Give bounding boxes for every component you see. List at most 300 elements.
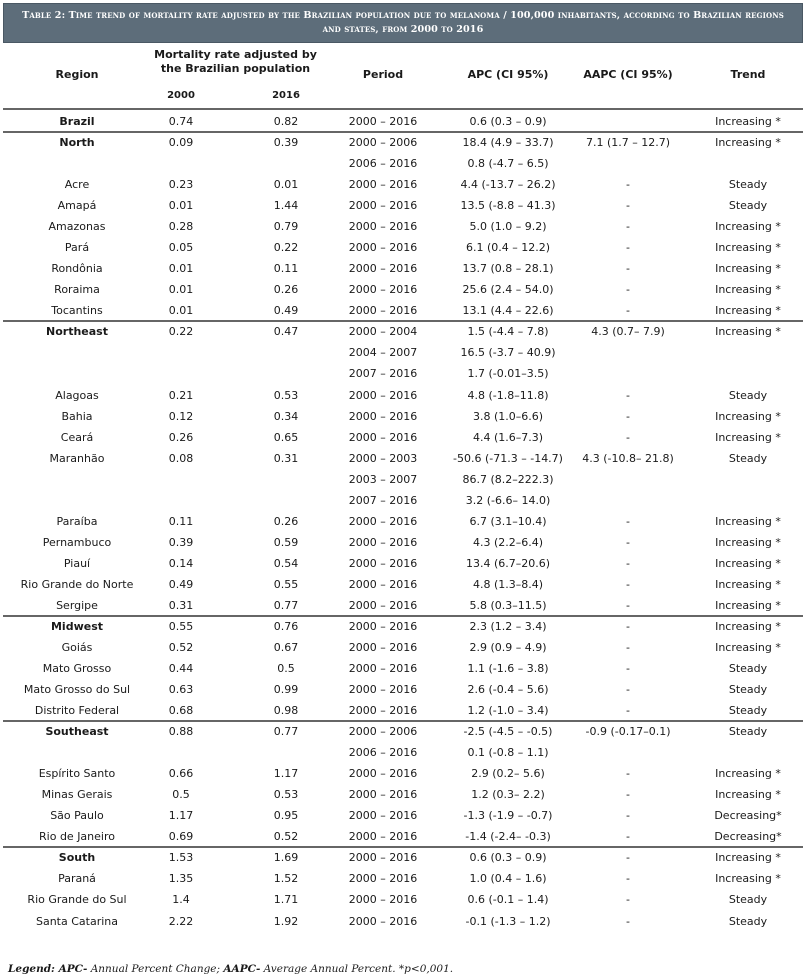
table-row xyxy=(3,174,803,195)
cell-y2016: 0.79 xyxy=(273,220,299,234)
cell-y2016: 0.77 xyxy=(273,725,299,739)
cell-y2000: 1.53 xyxy=(168,851,194,865)
cell-y2016: 0.55 xyxy=(273,577,299,591)
cell-period: 2000 – 2016 xyxy=(348,241,418,255)
cell-y2016: 1.69 xyxy=(273,851,299,865)
cell-region: Sergipe xyxy=(56,598,98,612)
cell-aapc: - xyxy=(626,556,630,570)
table-row xyxy=(3,448,803,469)
header-rule xyxy=(3,108,803,110)
cell-region xyxy=(3,742,151,763)
cell-aapc: - xyxy=(626,767,630,781)
cell-y2000: 1.35 xyxy=(168,872,194,886)
cell-trend: Increasing * xyxy=(715,220,781,234)
cell-apc: 0.6 (0.3 – 0.9) xyxy=(469,115,547,128)
cell-y2000: 0.44 xyxy=(168,662,194,676)
cell-y2016: 0.5 xyxy=(277,662,295,676)
table-row xyxy=(3,237,803,258)
cell-period: 2000 – 2004 xyxy=(348,325,418,339)
cell-aapc: 4.3 (-10.8– 21.8) xyxy=(582,451,674,465)
cell-y2000: 0.68 xyxy=(168,704,194,718)
cell-aapc: - xyxy=(626,283,630,297)
cell-region: Pernambuco xyxy=(42,535,112,549)
cell-apc: 13.5 (-8.8 – 41.3) xyxy=(460,199,556,213)
cell-apc: 18.4 (4.9 – 33.7) xyxy=(462,136,554,150)
cell-apc: 16.5 (-3.7 – 40.9) xyxy=(460,346,556,360)
cell-apc: 4.8 (1.3–8.4) xyxy=(472,577,544,591)
cell-trend: Increasing * xyxy=(715,325,781,339)
cell-y2000: 0.69 xyxy=(168,830,194,844)
header-mortality: Mortality rate adjusted by the Brazilian population xyxy=(154,48,317,75)
cell-y2016: 0.98 xyxy=(273,704,299,718)
cell-period: 2000 – 2016 xyxy=(348,115,418,128)
cell-aapc: - xyxy=(626,409,630,423)
cell-trend: Increasing * xyxy=(715,556,781,570)
cell-period: 2000 – 2016 xyxy=(348,914,418,928)
cell-y2000: 0.66 xyxy=(168,767,194,781)
header-year-2016: 2016 xyxy=(272,90,300,101)
cell-trend: Steady xyxy=(728,388,768,402)
cell-apc: 3.2 (-6.6– 14.0) xyxy=(465,493,551,507)
cell-y2000: 0.63 xyxy=(168,683,194,697)
cell-apc: 6.1 (0.4 – 12.2) xyxy=(465,241,551,255)
cell-y2000: 0.31 xyxy=(168,598,194,612)
cell-region: Mato Grosso xyxy=(42,662,112,676)
cell-region: Bahia xyxy=(61,409,93,423)
header-trend: Trend xyxy=(730,68,766,81)
cell-y2016 xyxy=(261,469,311,490)
cell-region xyxy=(3,342,151,363)
cell-region: Minas Gerais xyxy=(41,788,113,802)
cell-y2016: 0.95 xyxy=(273,809,299,823)
cell-period: 2000 – 2016 xyxy=(348,178,418,192)
cell-period: 2000 – 2016 xyxy=(348,683,418,697)
cell-y2016: 0.34 xyxy=(273,409,299,423)
cell-y2000: 0.55 xyxy=(168,619,194,633)
cell-apc: 1.1 (-1.6 – 3.8) xyxy=(467,662,549,676)
cell-aapc: - xyxy=(626,851,630,865)
cell-region: Santa Catarina xyxy=(35,914,118,928)
cell-aapc: 7.1 (1.7 – 12.7) xyxy=(585,136,671,150)
cell-region: Southeast xyxy=(45,725,109,739)
table-row xyxy=(3,784,803,805)
cell-apc: 2.6 (-0.4 – 5.6) xyxy=(467,683,549,697)
table-row xyxy=(3,574,803,595)
cell-aapc: - xyxy=(626,220,630,234)
cell-aapc xyxy=(563,111,693,132)
cell-region: Maranhão xyxy=(49,451,105,465)
cell-region: Acre xyxy=(64,178,90,192)
cell-region: Midwest xyxy=(50,619,104,633)
cell-y2016: 0.59 xyxy=(273,535,299,549)
cell-y2000: 0.14 xyxy=(168,556,194,570)
cell-trend: Increasing * xyxy=(715,514,781,528)
cell-region: Rondônia xyxy=(51,262,103,276)
cell-apc: 86.7 (8.2–222.3) xyxy=(462,472,554,486)
cell-y2000: 0.49 xyxy=(168,577,194,591)
cell-period: 2000 – 2016 xyxy=(348,262,418,276)
legend-p-text: *p<0,001. xyxy=(398,963,454,975)
cell-region: Piauí xyxy=(63,556,91,570)
cell-y2000: 0.74 xyxy=(168,115,194,128)
table-row xyxy=(3,595,803,616)
cell-y2000: 0.11 xyxy=(168,514,194,528)
cell-apc: 4.3 (2.2–6.4) xyxy=(472,535,544,549)
table-row xyxy=(3,216,803,237)
cell-aapc: - xyxy=(626,598,630,612)
cell-trend: Decreasing* xyxy=(714,830,782,844)
table-row xyxy=(3,637,803,658)
cell-period: 2000 – 2006 xyxy=(348,725,418,739)
cell-region: Roraima xyxy=(54,283,100,297)
cell-aapc: - xyxy=(626,619,630,633)
cell-region: Distrito Federal xyxy=(34,704,120,718)
cell-period: 2000 – 2003 xyxy=(348,451,418,465)
cell-apc: -1.4 (-2.4– -0.3) xyxy=(465,830,551,844)
cell-y2000: 2.22 xyxy=(168,914,194,928)
cell-period: 2000 – 2016 xyxy=(348,283,418,297)
cell-period: 2006 – 2016 xyxy=(348,157,418,171)
cell-region: Rio Grande do Norte xyxy=(20,577,134,591)
cell-trend: Increasing * xyxy=(715,115,781,128)
table-row xyxy=(3,868,803,889)
header-aapc: AAPC (CI 95%) xyxy=(583,68,673,81)
header-year-2000: 2000 xyxy=(167,90,195,101)
cell-aapc: - xyxy=(626,199,630,213)
cell-y2016: 0.99 xyxy=(273,683,299,697)
cell-trend: Increasing * xyxy=(715,641,781,654)
cell-aapc: - xyxy=(626,662,630,676)
cell-aapc: - xyxy=(626,641,630,654)
cell-period: 2000 – 2016 xyxy=(348,641,418,654)
cell-y2016: 0.76 xyxy=(273,619,299,633)
legend-aapc-key: AAPC- xyxy=(223,963,261,975)
cell-aapc: - xyxy=(626,872,630,886)
cell-y2016: 0.26 xyxy=(273,283,299,297)
table-row xyxy=(3,153,803,174)
cell-period: 2000 – 2016 xyxy=(348,220,418,234)
table-row xyxy=(3,826,803,847)
table-row xyxy=(3,469,803,490)
cell-region xyxy=(3,490,151,511)
cell-period: 2000 – 2016 xyxy=(348,304,418,318)
cell-region: Amazonas xyxy=(48,220,106,234)
cell-region: Paraíba xyxy=(56,514,98,528)
cell-period: 2000 – 2006 xyxy=(348,136,418,150)
cell-region: South xyxy=(58,851,96,865)
table-header xyxy=(3,43,803,109)
cell-apc: 1.7 (-0.01–3.5) xyxy=(467,367,549,381)
cell-trend xyxy=(693,469,803,490)
cell-aapc: - xyxy=(626,178,630,192)
header-apc: APC (CI 95%) xyxy=(467,68,549,81)
cell-y2016: 0.26 xyxy=(273,514,299,528)
cell-trend: Increasing * xyxy=(715,136,781,150)
cell-region: Espírito Santo xyxy=(38,767,116,781)
cell-apc: 13.1 (4.4 – 22.6) xyxy=(462,304,554,318)
cell-trend: Steady xyxy=(728,893,768,907)
cell-apc: -50.6 (-71.3 – -14.7) xyxy=(453,451,563,465)
cell-y2000: 0.28 xyxy=(168,220,194,234)
cell-trend xyxy=(693,342,803,363)
cell-region: Mato Grosso do Sul xyxy=(23,683,131,697)
cell-aapc xyxy=(563,742,693,763)
table-row xyxy=(3,132,803,153)
cell-y2000 xyxy=(156,742,206,763)
table-row xyxy=(3,658,803,679)
cell-trend: Steady xyxy=(728,662,768,676)
table-row xyxy=(3,616,803,637)
table-row xyxy=(3,679,803,700)
table-row xyxy=(3,553,803,574)
cell-apc: 0.6 (0.3 – 0.9) xyxy=(469,851,547,865)
cell-trend: Increasing * xyxy=(715,283,781,297)
cell-y2016: 0.53 xyxy=(273,388,299,402)
table-row xyxy=(3,700,803,721)
cell-y2000: 0.21 xyxy=(168,388,194,402)
cell-apc: 4.4 (1.6–7.3) xyxy=(472,430,544,444)
cell-y2016: 0.22 xyxy=(273,241,299,255)
table-row xyxy=(3,763,803,784)
table-row xyxy=(3,427,803,448)
cell-apc: 0.1 (-0.8 – 1.1) xyxy=(467,746,549,760)
cell-trend xyxy=(693,490,803,511)
cell-trend: Steady xyxy=(728,199,768,213)
cell-apc: 25.6 (2.4 – 54.0) xyxy=(462,283,554,297)
cell-aapc: - xyxy=(626,430,630,444)
cell-y2016 xyxy=(261,153,311,174)
cell-trend: Steady xyxy=(728,704,768,718)
cell-y2016: 1.52 xyxy=(273,872,299,886)
cell-region: Rio de Janeiro xyxy=(39,830,115,844)
cell-y2000: 1.4 xyxy=(172,893,190,907)
cell-y2000: 0.01 xyxy=(168,262,194,276)
cell-apc: 1.2 (0.3– 2.2) xyxy=(471,788,545,802)
table-row xyxy=(3,385,803,406)
legend-apc-text: Annual Percent Change; xyxy=(87,963,224,975)
cell-trend: Increasing * xyxy=(715,851,781,865)
cell-apc: 13.4 (6.7–20.6) xyxy=(465,556,551,570)
cell-apc: 13.7 (0.8 – 28.1) xyxy=(462,262,554,276)
cell-region xyxy=(3,363,151,384)
cell-trend: Increasing * xyxy=(715,788,781,802)
cell-region: Pará xyxy=(64,241,90,255)
cell-region: Paraná xyxy=(58,872,96,886)
cell-aapc: - xyxy=(626,304,630,318)
cell-aapc: 4.3 (0.7– 7.9) xyxy=(591,325,665,339)
cell-apc: -2.5 (-4.5 – -0.5) xyxy=(463,725,553,739)
cell-y2016: 0.39 xyxy=(273,136,299,150)
cell-apc: 2.3 (1.2 – 3.4) xyxy=(469,619,547,633)
table-row xyxy=(3,805,803,826)
cell-period: 2000 – 2016 xyxy=(348,535,418,549)
table-row xyxy=(3,258,803,279)
table-title: Table 2: Time trend of mortality rate adjusted by the Brazilian population due to melanoma / 100,000 inhabitants, according to Brazilian regions and states, from 2000 to 2016 xyxy=(22,10,784,35)
cell-y2000: 0.12 xyxy=(168,409,194,423)
table-row xyxy=(3,342,803,363)
cell-y2016: 0.65 xyxy=(273,430,299,444)
cell-trend xyxy=(693,363,803,384)
cell-trend: Increasing * xyxy=(715,430,781,444)
cell-period: 2000 – 2016 xyxy=(348,872,418,886)
cell-apc: 1.0 (0.4 – 1.6) xyxy=(469,872,547,886)
cell-apc: 4.4 (-13.7 – 26.2) xyxy=(460,178,556,192)
cell-y2000: 0.23 xyxy=(168,178,194,192)
table-row xyxy=(3,742,803,763)
cell-y2016: 1.71 xyxy=(273,893,299,907)
cell-y2000: 1.17 xyxy=(168,809,194,823)
cell-aapc xyxy=(563,363,693,384)
cell-apc: 1.5 (-4.4 – 7.8) xyxy=(467,325,549,339)
cell-aapc: - xyxy=(626,893,630,907)
cell-region: North xyxy=(59,136,95,150)
cell-y2000: 0.26 xyxy=(168,430,194,444)
cell-period: 2000 – 2016 xyxy=(348,598,418,612)
cell-trend: Increasing * xyxy=(715,767,781,781)
cell-y2016: 0.67 xyxy=(273,641,299,654)
cell-y2000: 0.01 xyxy=(168,283,194,297)
cell-region: Alagoas xyxy=(55,388,99,402)
cell-y2000: 0.39 xyxy=(168,535,194,549)
cell-apc: 6.7 (3.1–10.4) xyxy=(469,514,547,528)
cell-y2016: 0.82 xyxy=(273,115,299,128)
cell-period: 2000 – 2016 xyxy=(348,788,418,802)
cell-trend: Steady xyxy=(728,178,768,192)
cell-period: 2006 – 2016 xyxy=(348,746,418,760)
cell-trend: Increasing * xyxy=(715,619,781,633)
cell-period: 2000 – 2016 xyxy=(348,556,418,570)
cell-apc: -0.1 (-1.3 – 1.2) xyxy=(465,914,551,928)
cell-region xyxy=(3,153,151,174)
cell-trend xyxy=(693,153,803,174)
header-period: Period xyxy=(362,68,404,81)
cell-trend: Increasing * xyxy=(715,872,781,886)
table-row xyxy=(3,511,803,532)
cell-aapc xyxy=(563,342,693,363)
cell-period: 2000 – 2016 xyxy=(348,388,418,402)
cell-period: 2000 – 2016 xyxy=(348,851,418,865)
cell-apc: 5.8 (0.3–11.5) xyxy=(469,598,547,612)
cell-y2016: 0.01 xyxy=(273,178,299,192)
cell-y2000: 0.52 xyxy=(168,641,194,654)
cell-apc: 0.6 (-0.1 – 1.4) xyxy=(467,893,549,907)
cell-apc: 5.0 (1.0 – 9.2) xyxy=(469,220,547,234)
cell-period: 2000 – 2016 xyxy=(348,809,418,823)
table-row xyxy=(3,300,803,321)
table-row xyxy=(3,363,803,384)
cell-period: 2000 – 2016 xyxy=(348,662,418,676)
cell-period: 2000 – 2016 xyxy=(348,409,418,423)
table-row xyxy=(3,406,803,427)
cell-y2016: 1.92 xyxy=(273,914,299,928)
cell-trend: Increasing * xyxy=(715,262,781,276)
cell-y2000: 0.05 xyxy=(168,241,194,255)
cell-y2016 xyxy=(261,490,311,511)
cell-trend: Steady xyxy=(728,451,768,465)
cell-trend: Increasing * xyxy=(715,304,781,318)
cell-y2016: 1.44 xyxy=(273,199,299,213)
cell-y2016: 0.47 xyxy=(273,325,299,339)
cell-y2016: 0.53 xyxy=(273,788,299,802)
cell-aapc: - xyxy=(626,914,630,928)
cell-period: 2000 – 2016 xyxy=(348,893,418,907)
table-title-bar xyxy=(3,3,803,43)
cell-apc: -1.3 (-1.9 – -0.7) xyxy=(463,809,553,823)
cell-y2000 xyxy=(156,490,206,511)
cell-trend: Steady xyxy=(728,914,768,928)
cell-region: Northeast xyxy=(46,325,108,339)
cell-trend: Increasing * xyxy=(715,535,781,549)
cell-aapc: - xyxy=(626,535,630,549)
cell-apc: 1.2 (-1.0 – 3.4) xyxy=(467,704,549,718)
cell-y2000: 0.08 xyxy=(168,451,194,465)
cell-y2000 xyxy=(156,153,206,174)
cell-aapc: - xyxy=(626,514,630,528)
cell-period: 2000 – 2016 xyxy=(348,619,418,633)
cell-period: 2000 – 2016 xyxy=(348,514,418,528)
cell-aapc: - xyxy=(626,704,630,718)
cell-region: Goiás xyxy=(61,641,93,654)
cell-y2000 xyxy=(156,469,206,490)
cell-y2000 xyxy=(156,363,206,384)
cell-aapc: - xyxy=(626,241,630,255)
cell-period: 2003 – 2007 xyxy=(348,472,418,486)
cell-trend: Steady xyxy=(728,725,768,739)
legend-label: Legend: xyxy=(8,963,59,975)
cell-aapc xyxy=(563,153,693,174)
cell-aapc: - xyxy=(626,577,630,591)
cell-y2000 xyxy=(156,342,206,363)
cell-y2016: 0.49 xyxy=(273,304,299,318)
cell-trend: Increasing * xyxy=(715,241,781,255)
cell-y2000: 0.22 xyxy=(168,325,194,339)
cell-period: 2007 – 2016 xyxy=(348,367,418,381)
cell-aapc xyxy=(563,469,693,490)
table-row xyxy=(3,721,803,742)
table-row xyxy=(3,911,803,932)
cell-y2016: 0.54 xyxy=(273,556,299,570)
cell-aapc: - xyxy=(626,809,630,823)
cell-region: Ceará xyxy=(60,430,94,444)
cell-aapc: - xyxy=(626,788,630,802)
table-row xyxy=(3,195,803,216)
cell-y2000: 0.09 xyxy=(168,136,194,150)
cell-y2016 xyxy=(261,342,311,363)
cell-apc: 2.9 (0.2– 5.6) xyxy=(471,767,545,781)
cell-y2016: 0.77 xyxy=(273,598,299,612)
cell-y2016: 0.11 xyxy=(273,262,299,276)
cell-trend xyxy=(693,742,803,763)
table-row xyxy=(3,847,803,868)
cell-y2016 xyxy=(261,742,311,763)
table-row xyxy=(3,490,803,511)
cell-trend: Increasing * xyxy=(715,598,781,612)
cell-apc: 3.8 (1.0–6.6) xyxy=(472,409,544,423)
cell-y2000: 0.5 xyxy=(172,788,190,802)
table-row xyxy=(3,111,803,132)
legend-aapc-text: Average Annual Percent. xyxy=(260,963,399,975)
cell-y2016 xyxy=(261,363,311,384)
cell-region xyxy=(3,469,151,490)
cell-aapc: - xyxy=(626,388,630,402)
cell-period: 2000 – 2016 xyxy=(348,577,418,591)
legend-apc-key: APC- xyxy=(58,963,88,975)
cell-region: Amapá xyxy=(57,199,97,213)
cell-period: 2000 – 2016 xyxy=(348,830,418,844)
cell-y2016: 0.52 xyxy=(273,830,299,844)
cell-apc: 4.8 (-1.8–11.8) xyxy=(467,388,549,402)
cell-y2000: 0.01 xyxy=(168,199,194,213)
